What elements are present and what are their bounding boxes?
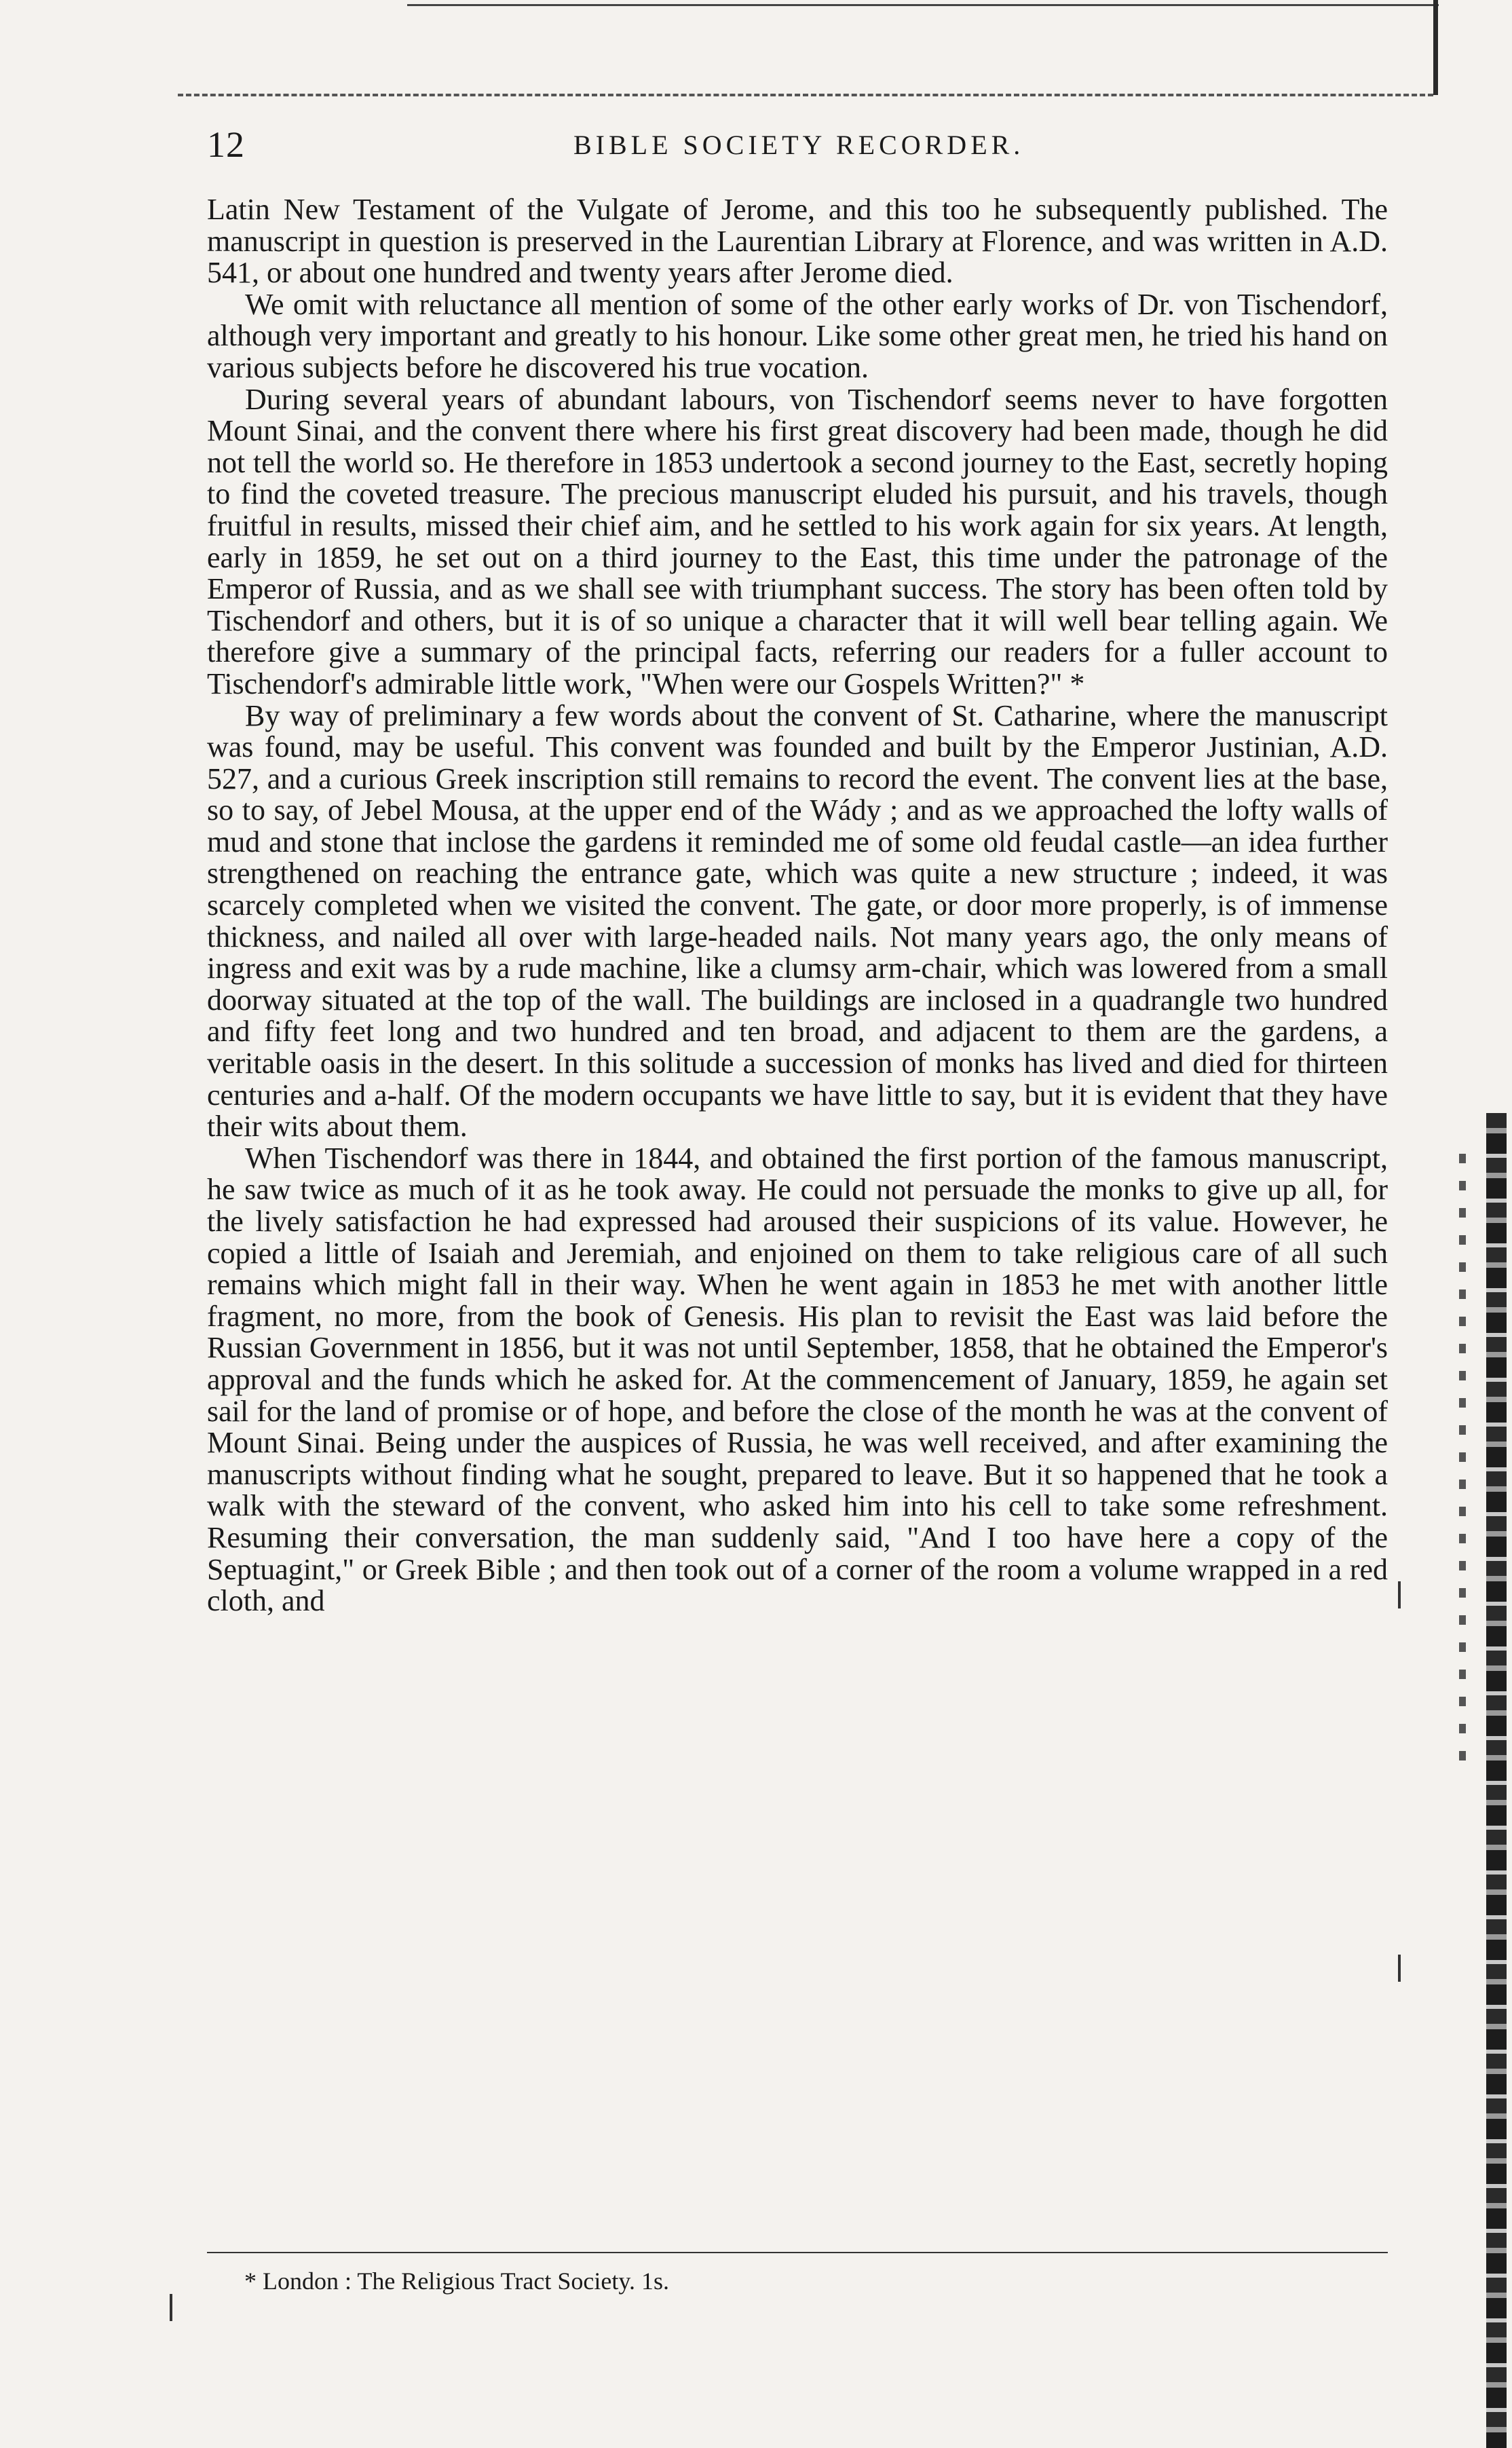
footnote: * London : The Religious Tract Society. 1s. [244, 2267, 669, 2295]
margin-mark [1398, 1955, 1401, 1982]
paragraph: By way of preliminary a few words about the convent of St. Catharine, where the manuscript was found, may be useful. This convent was founded and built by the Emperor Justinian, A.D. 527, and a curious Greek inscription still remains to record the event. The convent lies at the base, so to say, of Jebel Mousa, at the upper end of the Wády ; and as we approached the lofty walls of mud and stone that inclose the gardens it reminded me of some old feudal castle—an idea further strengthened on reaching the entrance gate, which was quite a new structure ; indeed, it was scarcely completed when we visited the convent. The gate, or door more properly, is of immense thickness, and nailed all over with large-headed nails. Not many years ago, the only means of ingress and exit was by a rude machine, like a clumsy arm-chair, which was lowered from a small doorway situated at the top of the wall. The buildings are inclosed in a quadrangle two hundred and fifty feet long and two hundred and ten broad, and adjacent to them are the gardens, a veritable oasis in the desert. In this solitude a succession of monks has lived and died for thirteen centuries and a-half. Of the modern occupants we have little to say, but it is evident that they have their wits about them. [207, 698, 1388, 1144]
top-rule [407, 4, 1439, 6]
page-number: 12 [207, 124, 245, 165]
header-rule [178, 94, 1433, 96]
paragraph: Latin New Testament of the Vulgate of Jerome, and this too he subsequently published. The manuscript in question is preserved in the Laurentian Library at Florence, and was written in A.D. 541, or about one hundred and twenty years after Jerome died. [207, 193, 1388, 290]
paragraph: When Tischendorf was there in 1844, and obtained the first portion of the famous manuscript, he saw twice as much of it as he took away. He could not persuade the monks to give up all, for the lively satisfaction he had expressed had aroused their suspicions of its value. However, he copied a little of Isaiah and Jeremiah, and enjoined on them to take religious care of all such remains which might fall in their way. When he went again in 1853 he met with another little fragment, no more, from the book of Genesis. His plan to revisit the East was laid before the Russian Government in 1856, but it was not until September, 1858, that he obtained the Emperor's approval and the funds which he asked for. At the commencement of January, 1859, he again set sail for the land of promise or of hope, and before the close of the month he was at the convent of Mount Sinai. Being under the auspices of Russia, he was well received, and after examining the manuscripts without finding what he sought, prepared to leave. But it so happened that he took a walk with the steward of the convent, who asked him into his cell to take some refreshment. Resuming their conversation, the man suddenly said, "And I too have here a copy of the Septuagint," or Greek Bible ; and then took out of a corner of the room a volume wrapped in a red cloth, and [207, 1141, 1388, 1618]
paragraph: During several years of abundant labours, von Tischendorf seems never to have forgotten Mount Sinai, and the convent there where his first great discovery had been made, though he did not tell the world so. He therefore in 1853 undertook a second journey to the East, secretly hoping to find the coveted treasure. The precious manuscript eluded his pursuit, and his travels, though fruitful in results, missed their chief aim, and he settled to his work again for six years. At length, early in 1859, he set out on a third journey to the East, this time under the patronage of the Emperor of Russia, and as we shall see with triumphant success. The story has been often told by Tischendorf and others, but it is of so unique a character that it will well bear telling again. We therefore give a summary of the principal facts, referring our readers for a fuller account to Tischendorf's admirable little work, "When were our Gospels Written?" * [207, 382, 1388, 700]
scan-edge-strip [1486, 1113, 1507, 2448]
scan-edge-marks [1459, 1154, 1466, 1765]
edge-bar [1433, 0, 1438, 95]
body-text [207, 194, 1388, 1617]
page-header [207, 124, 1388, 178]
paragraph: We omit with reluctance all mention of some of the other early works of Dr. von Tischendorf, although very important and greatly to his honour. Like some other great men, he tried his hand on various subjects before he discovered his true vocation. [207, 287, 1388, 384]
footnote-rule [207, 2252, 1388, 2253]
margin-mark [1398, 1581, 1401, 1608]
margin-mark [170, 2294, 172, 2321]
running-head: BIBLE SOCIETY RECORDER. [573, 130, 1025, 160]
